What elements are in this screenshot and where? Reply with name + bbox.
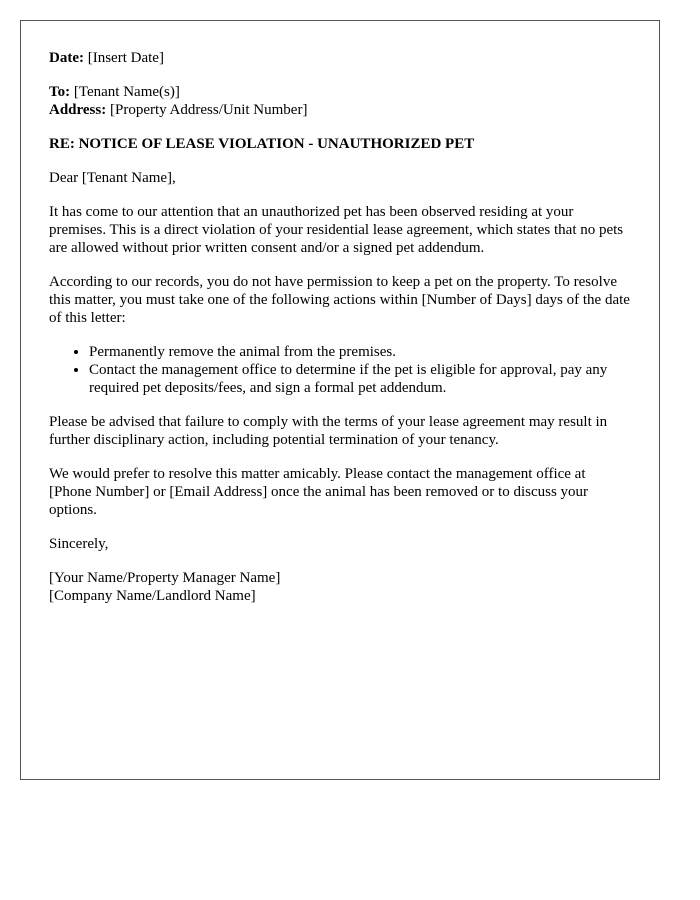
closing: Sincerely, — [49, 536, 109, 552]
signature-block — [49, 569, 631, 605]
paragraph-consequences: Please be advised that failure to comply with the terms of your lease agreement may result in further disciplinary action, including potential termination of your tenancy. — [49, 414, 608, 448]
signature-name: [Your Name/Property Manager Name] — [49, 570, 281, 586]
address-value: [Property Address/Unit Number] — [109, 102, 308, 118]
paragraph-violation: It has come to our attention that an unauthorized pet has been observed residing at your premises. This is a direct violation of your residential lease agreement, which states that no pets are allowed without prior written consent and/or a signed pet addendum. — [49, 204, 624, 256]
salutation: Dear [Tenant Name], — [49, 170, 176, 186]
date-value: [Insert Date] — [87, 50, 164, 66]
subject-line: RE: NOTICE OF LEASE VIOLATION - UNAUTHORIZED PET — [49, 136, 475, 152]
to-line — [49, 83, 631, 101]
action-list — [49, 343, 631, 397]
to-label: To: — [49, 84, 71, 100]
address-line — [49, 101, 631, 119]
recipient-block — [49, 83, 631, 119]
paragraph-required-action: According to our records, you do not have permission to keep a pet on the property. To resolve this matter, you must take one of the following actions within [Number of Days] days of the date of this letter: — [49, 274, 630, 326]
date-line — [49, 49, 631, 67]
list-item: • Contact the management office to determine if the pet is eligible for approval, pay any required pet deposits/fees, and sign a formal pet addendum. — [89, 361, 631, 397]
address-label: Address: — [49, 102, 107, 118]
list-item: • Permanently remove the animal from the premises. — [89, 343, 631, 361]
to-value: [Tenant Name(s)] — [73, 84, 180, 100]
paragraph-contact: We would prefer to resolve this matter amicably. Please contact the management office at [Phone Number] or [Email Address] once the animal has been removed or to discuss your options. — [49, 466, 589, 518]
letter-page — [20, 20, 660, 780]
date-label: Date: — [49, 50, 84, 66]
signature-company: [Company Name/Landlord Name] — [49, 588, 256, 604]
